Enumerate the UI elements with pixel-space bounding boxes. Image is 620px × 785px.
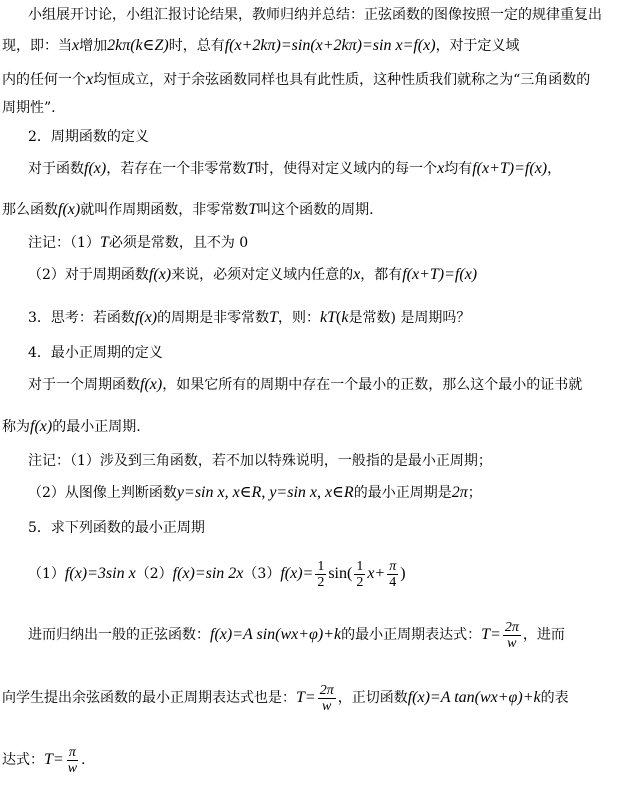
section2-line2: [0, 200, 620, 220]
text: 进而归纳出一般的正弦函数：: [28, 627, 210, 643]
section4-line2: [0, 417, 620, 437]
para1-line1: [0, 5, 620, 25]
math: f(x): [58, 201, 81, 218]
denominator: w: [67, 760, 78, 776]
section6-line1: [0, 617, 620, 653]
denominator: 4: [389, 574, 397, 590]
text: 5．求下列函数的最小正周期: [28, 520, 205, 536]
fraction: [318, 683, 336, 714]
section4-note2: [0, 483, 620, 503]
math: f(x): [84, 160, 107, 177]
math: T=: [44, 751, 64, 768]
math: f(x): [30, 418, 53, 435]
text: ，: [547, 161, 562, 177]
para1-line3: [0, 70, 620, 90]
math: x: [86, 71, 94, 88]
math: f(x)=: [280, 565, 314, 582]
text: ；: [467, 485, 482, 501]
math: sin(: [328, 565, 353, 582]
math: T=: [296, 689, 316, 706]
fraction: [354, 559, 365, 590]
math: k: [341, 309, 349, 326]
math: x: [353, 266, 361, 283]
text: 向学生提出余弦函数的最小正周期表达式也是：: [2, 690, 296, 706]
math: f(x+T)=f(x): [472, 160, 548, 177]
text: 注记：（1）: [28, 235, 100, 251]
text: 那么函数: [2, 202, 58, 218]
math: 2π: [451, 484, 468, 501]
math: kT: [320, 309, 337, 326]
text: 均有: [444, 161, 473, 177]
section2-line1: [0, 159, 620, 179]
math: f(x): [148, 266, 172, 283]
text: ，若存在一个非零常数: [106, 161, 247, 177]
math: ): [400, 565, 406, 582]
math: f(x): [140, 376, 163, 393]
text: 小组展开讨论，小组汇报讨论结果，教师归纳并总结：正弦函数的图像按照一定的规律重复出: [28, 7, 602, 23]
math: T: [269, 309, 279, 326]
math: x+: [367, 565, 386, 582]
text: 对于一个周期函数: [28, 377, 140, 393]
section4-heading: [0, 343, 620, 363]
section2-heading: [0, 127, 620, 147]
text: 达式：: [2, 752, 44, 768]
text: 时，使得对定义域内的每一个: [255, 161, 438, 177]
fraction: [315, 559, 326, 590]
numerator: 1: [356, 558, 364, 574]
math: (: [336, 309, 342, 326]
text: ，进而: [522, 627, 565, 643]
denominator: w: [507, 635, 517, 651]
text: 的最小正周期表达式：: [341, 627, 482, 643]
math: T: [99, 234, 109, 251]
text: 来说，必须对定义域内任意的: [171, 267, 354, 283]
section2-note2: [0, 265, 620, 285]
text: 叫这个函数的周期.: [257, 202, 374, 218]
math: T: [248, 201, 258, 218]
text: 均恒成立，对于余弦函数同样也具有此性质，这种性质我们就称之为“三角函数的: [93, 72, 591, 88]
text: 就叫作周期函数，非零常数: [80, 202, 249, 218]
text: 是常数) 是周期吗？: [348, 310, 471, 326]
section6-line3: [0, 742, 620, 778]
section3-question: [0, 308, 620, 328]
text: 的表: [540, 690, 569, 706]
numerator: 1: [317, 558, 325, 574]
math: f(x+2kπ)=sin(x+2kπ)=sin x=f(x): [224, 37, 436, 54]
text: 注记：（1）涉及到三角函数，若不加以特殊说明，一般指的是最小正周期；: [28, 453, 492, 469]
text: 4．最小正周期的定义: [28, 345, 163, 361]
section6-line2: [0, 680, 620, 716]
section4-note1: [0, 451, 620, 471]
numerator: 2π: [504, 619, 519, 635]
text: ，正切函数: [337, 690, 408, 706]
numerator: π: [389, 558, 397, 574]
text: （2）对于周期函数: [28, 267, 149, 283]
section2-note1: [0, 233, 620, 253]
text: ，都有: [360, 267, 403, 283]
para1-line4: [0, 98, 620, 118]
numerator: π: [68, 744, 76, 760]
denominator: w: [322, 698, 332, 714]
math: f(x)=3sin x: [64, 565, 136, 582]
section4-line1: [0, 375, 620, 395]
fraction: [503, 620, 521, 651]
text: 周期性”.: [2, 100, 56, 116]
text: （3）: [243, 566, 281, 582]
text: ，对于定义域: [435, 38, 520, 54]
math: T: [246, 160, 256, 177]
math: y=sin x, x∈R, y=sin x, x∈R: [176, 484, 354, 501]
text: 内的任何一个: [2, 72, 86, 88]
text: 的最小正周期是: [353, 485, 452, 501]
text: 对于函数: [28, 161, 84, 177]
fraction: [387, 559, 398, 590]
section5-problems: [0, 556, 620, 592]
text: 2．周期函数的定义: [28, 129, 149, 145]
text: （2）从图像上判断函数: [28, 485, 177, 501]
text: （2）: [135, 566, 173, 582]
text: （1）: [28, 566, 65, 582]
math: T=: [481, 626, 501, 643]
text: ，则：: [278, 310, 321, 326]
section5-heading: [0, 518, 620, 538]
text: ，如果它所有的周期中存在一个最小的正数，那么这个最小的证书就: [162, 377, 583, 393]
math: x: [437, 160, 445, 177]
math: f(x)=A sin(wx+φ)+k: [210, 626, 342, 643]
math: 2kπ(k∈Z): [107, 37, 169, 54]
denominator: 2: [356, 574, 364, 590]
text: 现，即：当: [2, 38, 72, 54]
text: 的周期是非零常数: [157, 310, 270, 326]
math: f(x)=A tan(wx+φ)+k: [407, 689, 541, 706]
math: x: [72, 37, 80, 54]
para1-line2: [0, 36, 620, 56]
fraction: [66, 745, 79, 776]
numerator: 2π: [319, 682, 334, 698]
text: 3．思考：若函数: [28, 310, 135, 326]
text: 必须是常数，且不为 0: [108, 235, 249, 251]
math: f(x): [134, 309, 158, 326]
text: .: [81, 752, 86, 768]
text: 增加: [79, 38, 108, 54]
text: 的最小正周期.: [52, 419, 141, 435]
text: 时，总有: [168, 38, 225, 54]
denominator: 2: [317, 574, 325, 590]
math: f(x+T)=f(x): [402, 266, 478, 283]
text: 称为: [2, 419, 30, 435]
math: f(x)=sin 2x: [172, 565, 244, 582]
